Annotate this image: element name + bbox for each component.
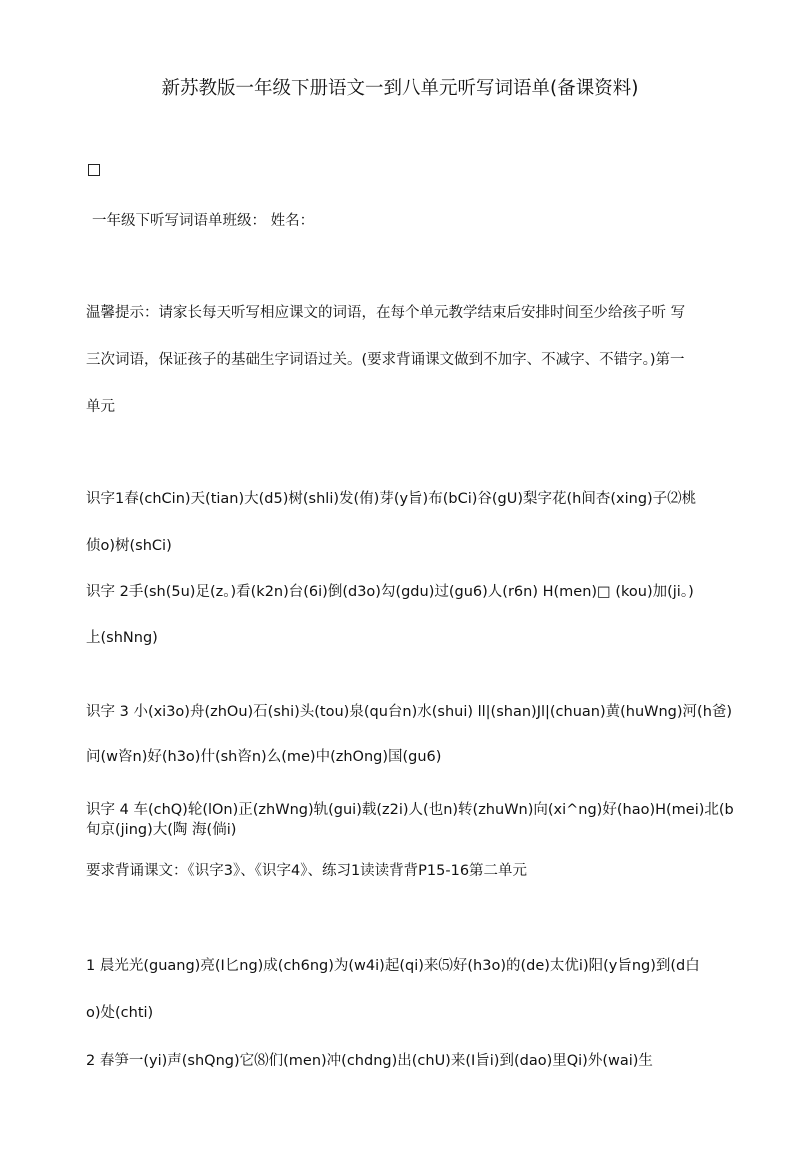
literacy-4-line-b: 旬京(jing)大(陶 海(倘i) (86, 822, 237, 838)
unit2-lesson2-line-a: 2 春笋一(yi)声(shQng)它⑻们(men)冲(chdng)出(chU)来(I旨i)到(dao)里Qi)外(wai)生 (86, 1053, 653, 1069)
document-title: 新苏教版一年级下册语文一到八单元听写词语单(备课资料) (161, 78, 639, 99)
class-name-line: 一年级下听写词语单班级： 姓名： (92, 213, 315, 229)
literacy-4-line-a: 识字 4 车(chQ)轮(lOn)正(zhWng)轨(gui)载(z2i)人(也n)转(zhuWn)向(xi^ng)好(hao)H(mei)北(b (86, 802, 734, 818)
literacy-3-line-a: 识字 3 小(xi3o)舟(zhOu)石(shi)头(tou)泉(qu台n)水(shui) ll|(shan)Jl|(chuan)黄(huWng)河(h爸) (86, 704, 733, 720)
literacy-2-line-a: 识字 2手(sh(5u)足(z。)看(k2n)台(6i)倒(d3o)勾(gdu)过(gu6)人(r6n) H(men)□ (kou)加(ji。) (86, 584, 694, 600)
recite-requirement: 要求背诵课文：《识字3》、《识字4》、练习1读读背背P15-16第二单元 (86, 863, 528, 879)
tip-line-1: 温馨提示：请家长每天听写相应课文的词语，在每个单元教学结束后安排时间至少给孩子听 写 (86, 305, 686, 321)
literacy-1-line-b: 侦o)树(shCi) (86, 538, 172, 554)
checkbox-icon (88, 164, 100, 176)
tip-line-3: 单元 (86, 399, 115, 415)
literacy-1-line-a: 识字1春(chCin)天(tian)大(d5)树(shli)发(侑)芽(y旨)布(bCi)谷(gU)梨字花(h间杏(xing)子⑵桃 (86, 491, 697, 507)
literacy-3-line-b: 问(w咨n)好(h3o)什(sh咨n)么(me)中(zhOng)国(gu6) (86, 749, 442, 765)
unit2-lesson1-line-b: o)处(chti) (86, 1005, 154, 1021)
tip-line-2: 三次词语，保证孩子的基础生字词语过关。(要求背诵课文做到不加字、不减字、不错字。)第一 (86, 352, 685, 368)
unit2-lesson1-line-a: 1 晨光光(guang)亮(I匕ng)成(ch6ng)为(w4i)起(qi)来⑸好(h3o)的(de)太优i)阳(y旨ng)到(d白 (86, 958, 700, 974)
literacy-2-line-b: 上(shNng) (86, 630, 158, 646)
